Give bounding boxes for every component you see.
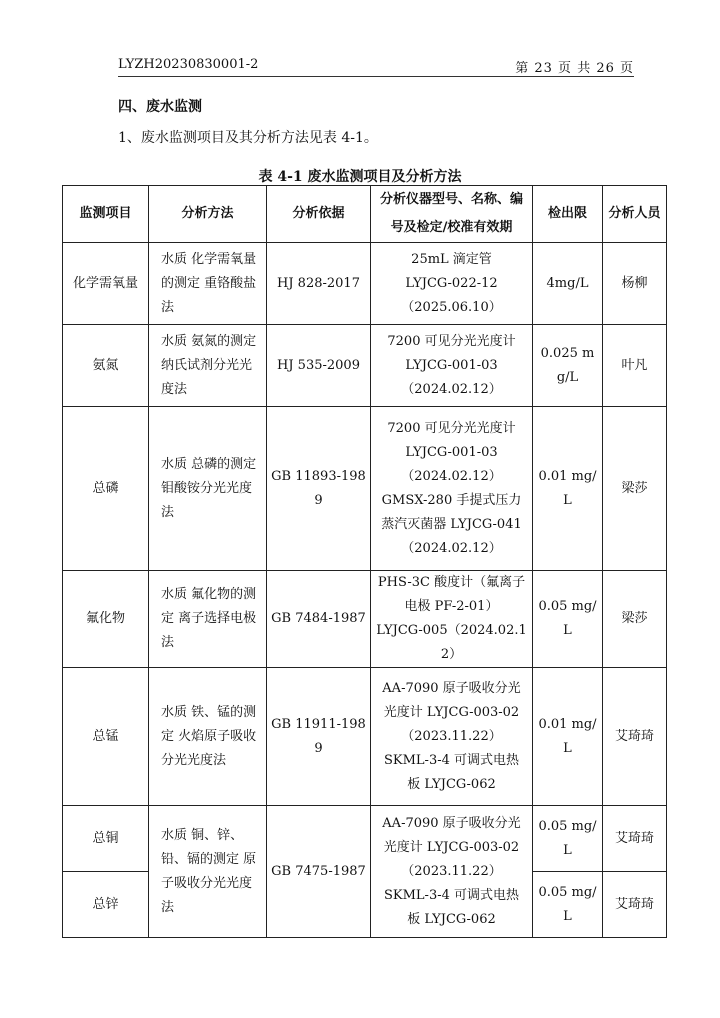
table-row — [63, 243, 667, 325]
cell-item: 氨氮 — [63, 325, 149, 407]
instrument-line: LYJCG-005（2024.02.12） — [376, 623, 527, 662]
cell-analyst: 梁莎 — [603, 407, 667, 571]
instrument-line: PHS-3C 酸度计（氟离子 — [377, 575, 526, 590]
cell-analyst: 艾琦琦 — [603, 872, 667, 938]
instrument-line: GMSX-280 手提式压力 — [381, 492, 522, 508]
cell-method: 水质 化学需氧量的测定 重铬酸盐法 — [149, 243, 267, 325]
instrument-line: （2024.02.12） — [401, 540, 502, 556]
cell-instruments — [371, 407, 533, 571]
page-header — [118, 56, 634, 77]
instrument-line: LYJCG-022-12 — [405, 275, 498, 291]
cell-basis: GB 7484-1987 — [267, 571, 371, 668]
cell-instruments — [371, 806, 533, 938]
instrument-line: 25mL 滴定管 — [411, 251, 492, 267]
table-row — [63, 806, 667, 872]
instrument-line: 蒸汽灭菌器 LYJCG-041 — [381, 516, 522, 532]
cell-basis: GB 7475-1987 — [267, 806, 371, 938]
cell-analyst: 叶凡 — [603, 325, 667, 407]
section-intro: 1、废水监测项目及其分析方法见表 4-1。 — [118, 130, 378, 146]
cell-method: 水质 总磷的测定 钼酸铵分光光度法 — [149, 407, 267, 571]
instrument-line: （2024.02.12） — [401, 381, 502, 397]
column-header: 分析仪器型号、名称、编号及检定/校准有效期 — [371, 186, 533, 243]
instrument-line: （2024.02.12） — [401, 468, 502, 484]
instrument-line: （2023.11.22） — [401, 728, 502, 744]
instrument-line: 板 LYJCG-062 — [407, 911, 496, 927]
instrument-line: 光度计 LYJCG-003-02 — [383, 839, 520, 855]
cell-instruments — [371, 325, 533, 407]
instrument-line: AA-7090 原子吸收分光 — [382, 815, 521, 831]
page-number: 第 23 页 共 26 页 — [515, 61, 634, 76]
column-header: 分析人员 — [603, 186, 667, 243]
cell-limit: 0.01 mg/L — [533, 407, 603, 571]
instrument-line: SKML-3-4 可调式电热 — [383, 887, 520, 903]
cell-limit: 0.05 mg/L — [533, 806, 603, 872]
column-header: 检出限 — [533, 186, 603, 243]
cell-instruments — [371, 243, 533, 325]
table-header-row — [63, 186, 667, 243]
table-row — [63, 668, 667, 806]
cell-basis: HJ 828-2017 — [267, 243, 371, 325]
table-row — [63, 407, 667, 571]
wastewater-methods-table — [62, 185, 667, 938]
cell-limit: 0.05 mg/L — [533, 872, 603, 938]
cell-item: 总磷 — [63, 407, 149, 571]
column-header: 分析依据 — [267, 186, 371, 243]
instrument-line: 板 LYJCG-062 — [407, 776, 496, 792]
cell-limit: 0.01 mg/L — [533, 668, 603, 806]
instrument-line: 光度计 LYJCG-003-02 — [383, 704, 520, 720]
section-title: 四、废水监测 — [118, 99, 202, 115]
cell-method: 水质 氟化物的测定 离子选择电极法 — [149, 571, 267, 668]
cell-method: 水质 铁、锰的测定 火焰原子吸收分光光度法 — [149, 668, 267, 806]
cell-limit: 4mg/L — [533, 243, 603, 325]
table-row — [63, 325, 667, 407]
instrument-line: （2025.06.10） — [401, 299, 502, 315]
cell-basis: GB 11893-1989 — [267, 407, 371, 571]
instrument-line: AA-7090 原子吸收分光 — [382, 680, 521, 696]
cell-method: 水质 铜、锌、铅、镉的测定 原子吸收分光光度法 — [149, 806, 267, 938]
table-row — [63, 571, 667, 668]
instrument-line: LYJCG-001-03 — [405, 444, 498, 460]
cell-method: 水质 氨氮的测定 纳氏试剂分光光度法 — [149, 325, 267, 407]
cell-item: 化学需氧量 — [63, 243, 149, 325]
column-header: 分析方法 — [149, 186, 267, 243]
instrument-line: 7200 可见分光光度计 — [387, 333, 516, 349]
cell-analyst: 杨柳 — [603, 243, 667, 325]
cell-limit: 0.05 mg/L — [533, 571, 603, 668]
cell-item: 总铜 — [63, 806, 149, 872]
instrument-line: LYJCG-001-03 — [405, 357, 498, 373]
cell-basis: GB 11911-1989 — [267, 668, 371, 806]
cell-item: 总锰 — [63, 668, 149, 806]
cell-item: 总锌 — [63, 872, 149, 938]
cell-instruments — [371, 571, 533, 668]
instrument-line: （2023.11.22） — [401, 863, 502, 879]
instrument-line: 7200 可见分光光度计 — [387, 420, 516, 436]
cell-analyst: 艾琦琦 — [603, 668, 667, 806]
cell-analyst: 梁莎 — [603, 571, 667, 668]
document-id: LYZH20230830001-2 — [118, 57, 259, 72]
cell-basis: HJ 535-2009 — [267, 325, 371, 407]
table-caption: 表 4-1 废水监测项目及分析方法 — [258, 169, 462, 185]
instrument-line: 电极 PF-2-01） — [404, 599, 499, 614]
column-header: 监测项目 — [63, 186, 149, 243]
cell-item: 氟化物 — [63, 571, 149, 668]
cell-analyst: 艾琦琦 — [603, 806, 667, 872]
instrument-line: SKML-3-4 可调式电热 — [383, 752, 520, 768]
cell-limit: 0.025 mg/L — [533, 325, 603, 407]
cell-instruments — [371, 668, 533, 806]
